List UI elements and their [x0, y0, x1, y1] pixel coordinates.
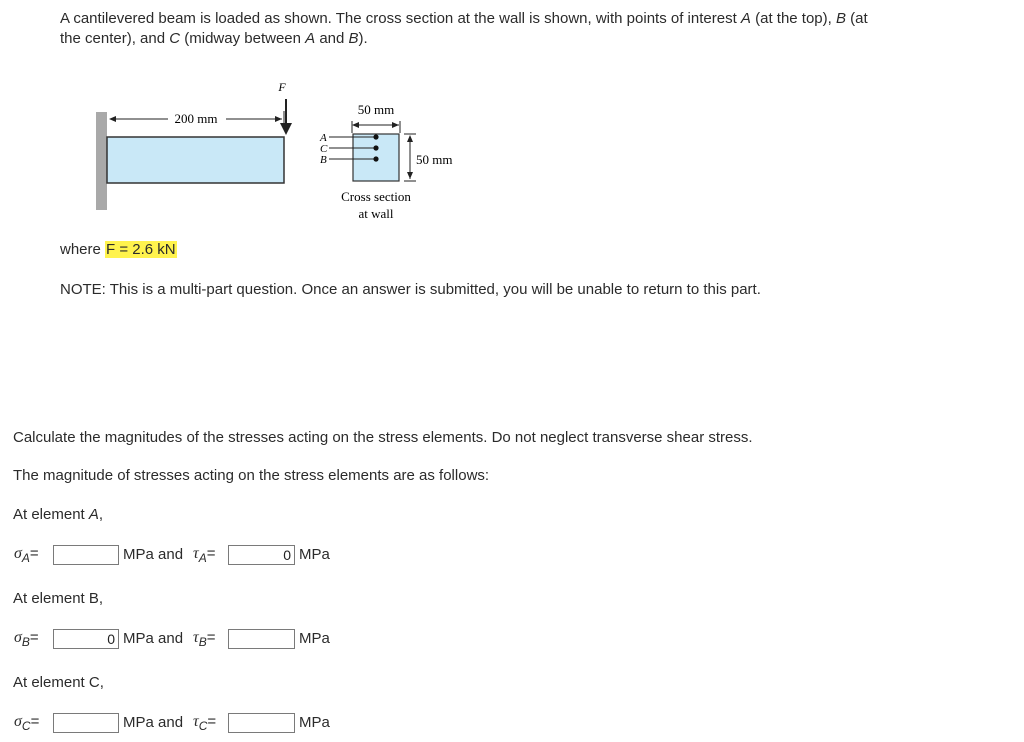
- tau-subscript: C: [198, 719, 208, 733]
- point-c-dot: [373, 145, 378, 150]
- equals-sign: =: [206, 545, 216, 562]
- point-b-label: B: [835, 10, 846, 27]
- point-a-label: A: [740, 10, 751, 27]
- question-prompt: Calculate the magnitudes of the stresses acting on the stress elements. Do not neglect transverse shear stress.: [13, 429, 753, 446]
- caption-line-2: at wall: [358, 206, 394, 221]
- sigma-a-label: [14, 544, 39, 564]
- equals-sign: =: [29, 629, 39, 646]
- element-a-heading: [13, 505, 103, 524]
- intro-text: (midway between: [180, 30, 306, 47]
- intro-line-1: [60, 9, 868, 28]
- point-b-label: B: [320, 154, 327, 166]
- sigma-c-label: [14, 712, 39, 732]
- point-b-dot: [373, 156, 378, 161]
- tau-c-label: [193, 712, 216, 732]
- unit-a: MPa: [299, 546, 330, 563]
- tau-subscript: B: [198, 635, 207, 649]
- note: NOTE: This is a multi-part question. Once an answer is submitted, you will be unable to return to this part.: [60, 281, 761, 298]
- force-label: F: [278, 80, 286, 94]
- equals-sign: =: [206, 629, 216, 646]
- intro-text: ).: [358, 30, 368, 47]
- length-label: 200 mm: [174, 111, 218, 126]
- heading-suffix: ,: [98, 506, 104, 523]
- equals-sign: =: [30, 713, 40, 730]
- sigma-subscript: C: [21, 719, 31, 733]
- element-c-heading: At element C,: [13, 674, 104, 691]
- question-lead: The magnitude of stresses acting on the stress elements are as follows:: [13, 467, 490, 484]
- sigma-symbol: σ: [14, 713, 22, 730]
- where-prefix: where: [60, 241, 106, 258]
- element-b-heading: At element B,: [13, 590, 104, 607]
- wall: [96, 112, 107, 210]
- and-text-c: MPa and: [123, 714, 184, 731]
- tau-symbol: τ: [193, 629, 199, 646]
- beam-figure: [90, 75, 490, 225]
- point-a-dot: [373, 134, 378, 139]
- tau-b-label: [193, 628, 216, 648]
- tau-a-input[interactable]: [228, 545, 295, 565]
- heading-text: At element: [13, 506, 89, 523]
- width-label: 50 mm: [357, 102, 395, 117]
- heading-letter: A: [88, 506, 99, 523]
- point-a-label: A: [320, 132, 327, 144]
- caption-line-1: Cross section: [341, 189, 411, 204]
- equals-sign: =: [29, 545, 39, 562]
- intro-text: (at the top),: [750, 10, 836, 27]
- tau-subscript: A: [198, 551, 207, 565]
- unit-c: MPa: [299, 714, 330, 731]
- tau-a-label: [193, 544, 216, 564]
- sigma-subscript: B: [21, 635, 30, 649]
- tau-symbol: τ: [193, 545, 199, 562]
- point-c-label: C: [320, 143, 328, 155]
- unit-b: MPa: [299, 630, 330, 647]
- sigma-symbol: σ: [14, 545, 22, 562]
- sigma-b-label: [14, 628, 39, 648]
- force-value: F = 2.6 kN: [106, 241, 176, 258]
- point-b-label: B: [348, 30, 359, 47]
- intro-text: and: [315, 30, 349, 47]
- point-a-label: A: [305, 30, 316, 47]
- sigma-a-input[interactable]: [53, 545, 119, 565]
- tau-symbol: τ: [193, 713, 199, 730]
- and-text-b: MPa and: [123, 630, 184, 647]
- tau-c-input[interactable]: [228, 713, 295, 733]
- intro-text: (at: [846, 10, 868, 27]
- and-text-a: MPa and: [123, 546, 184, 563]
- sigma-c-input[interactable]: [53, 713, 119, 733]
- force-arrowhead: [280, 123, 292, 135]
- intro-line-2: [60, 29, 368, 48]
- sigma-symbol: σ: [14, 629, 22, 646]
- intro-text: the center), and: [60, 30, 170, 47]
- point-c-label: C: [169, 30, 181, 47]
- where-line: [60, 240, 177, 259]
- equals-sign: =: [207, 713, 217, 730]
- height-label: 50 mm: [416, 152, 453, 167]
- intro-text: A cantilevered beam is loaded as shown. The cross section at the wall is shown, with points of interest: [60, 10, 741, 27]
- sigma-b-input[interactable]: [53, 629, 119, 649]
- beam: [107, 137, 284, 183]
- sigma-subscript: A: [21, 551, 30, 565]
- tau-b-input[interactable]: [228, 629, 295, 649]
